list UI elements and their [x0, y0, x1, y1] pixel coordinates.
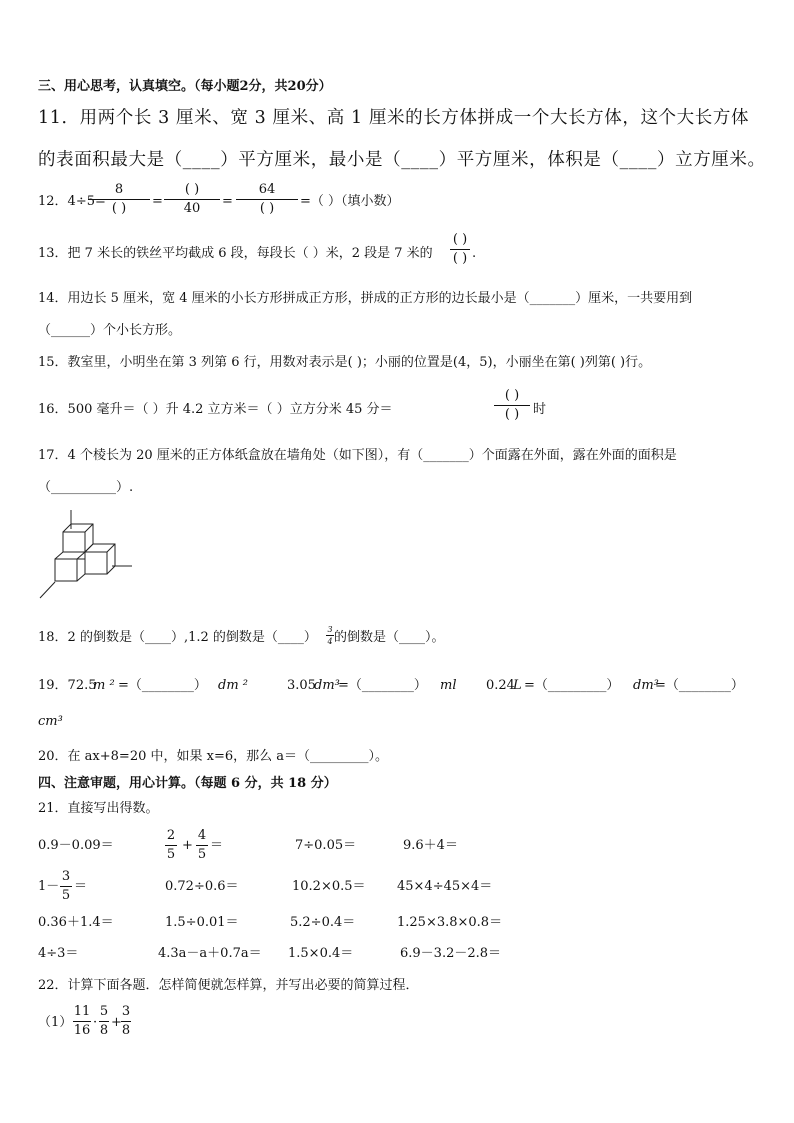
question-11-line2: 的表面积最大是（____）平方厘米，最小是（____）平方厘米，体积是（____）立方厘米。 [38, 150, 766, 170]
q21-r2c2: 0.72÷0.6＝ [165, 879, 239, 894]
section-title-4: 四、注意审题，用心计算。（每题 6 分，共 18 分） [38, 776, 337, 791]
q21-r2c1-pre: 1－ [38, 879, 60, 894]
q13-fraction: ( ) ( ) [450, 232, 470, 267]
q19-unit-cm3: cm³ [38, 714, 63, 729]
q22-frac-b: 5 8 [99, 1004, 109, 1038]
question-19-part-5: 0.24 [486, 678, 515, 693]
q21-r2c1-eq: ＝ [74, 879, 88, 894]
q21-r3c4: 1.25×3.8×0.8＝ [397, 915, 503, 930]
question-12-suffix: =（ ）（填小数） [300, 194, 400, 209]
q19-unit-dm3-b: dm³ [633, 678, 659, 693]
question-18-text-a: 18．2 的倒数是（____）,1.2 的倒数是（____） [38, 630, 317, 645]
q16-unit: 时 [533, 402, 547, 417]
q19-unit-dm2: dm ² [218, 678, 248, 693]
q19-unit-ml: ml [440, 678, 457, 693]
question-14-line2: （______）个小长方形。 [38, 323, 182, 338]
q22-item-label: （1） [38, 1015, 73, 1030]
q21-r1c4: 9.6＋4＝ [403, 838, 458, 853]
q21-r3c3: 5.2÷0.4＝ [290, 915, 356, 930]
q21-r1c2-eq: ＝ [210, 838, 224, 853]
section-title-3: 三、用心思考，认真填空。（每小题2分，共20分） [38, 79, 332, 94]
q21-r1c2-frac-a: 2 5 [166, 828, 176, 862]
q16-fraction: ( ) ( ) [494, 388, 530, 423]
q22-op-2: + [111, 1015, 122, 1030]
question-19-part-6: =（_________） [524, 678, 620, 693]
q21-r3c2: 1.5÷0.01＝ [165, 915, 239, 930]
q12-fraction-2: ( ) 40 [164, 182, 220, 217]
question-21-title: 21．直接写出得数。 [38, 801, 159, 816]
question-17-line2: （__________）. [38, 480, 134, 495]
question-13-text: 13．把 7 米长的铁丝平均截成 6 段，每段长（ ）米，2 段是 7 米的 [38, 246, 433, 261]
question-19-part-2: =（________） [118, 678, 207, 693]
q12-fraction-1: 8 ( ) [88, 182, 150, 217]
question-15-text: 15．教室里，小明坐在第 3 列第 6 行，用数对表示是( )；小丽的位置是(4，5)，小丽坐在第( )列第( )行。 [38, 355, 652, 370]
q21-r4c1: 4÷3＝ [38, 946, 79, 961]
question-20-text: 20．在 ax+8=20 中，如果 x=6，那么 a＝（_________）。 [38, 749, 388, 764]
q21-r1c1: 0.9－0.09＝ [38, 838, 114, 853]
q21-r2c3: 10.2×0.5＝ [292, 879, 366, 894]
q21-r4c2: 4.3a－a＋0.7a＝ [158, 946, 262, 961]
question-17-line1: 17．4 个棱长为 20 厘米的正方体纸盒放在墙角处（如下图），有（_______）个面露在外面，露在外面的面积是 [38, 448, 677, 463]
question-22-title: 22．计算下面各题．怎样简便就怎样算，并写出必要的简算过程． [38, 978, 419, 993]
q12-equals-1: = [152, 194, 163, 209]
question-19-part-7: =（________） [655, 678, 744, 693]
corner-cubes-figure [38, 507, 138, 602]
q21-r1c2-frac-b: 4 5 [197, 828, 207, 862]
q21-r4c3: 1.5×0.4＝ [288, 946, 354, 961]
q22-frac-c: 3 8 [121, 1004, 131, 1038]
q13-period: . [472, 246, 477, 261]
q18-fraction: 3 4 [327, 625, 333, 646]
q22-op-1: · [93, 1015, 98, 1030]
q21-r1c3: 7÷0.05＝ [295, 838, 357, 853]
q19-unit-l: L [513, 678, 522, 693]
question-19-part-3: 3.05 [287, 678, 316, 693]
q19-unit-dm3-a: dm³ [314, 678, 340, 693]
q22-frac-a: 11 16 [73, 1004, 91, 1038]
q21-r2c1-frac: 3 5 [61, 869, 71, 903]
question-12-prefix: 12．4÷5= [38, 194, 106, 209]
question-11-line1: 11．用两个长 3 厘米、宽 3 厘米、高 1 厘米的长方体拼成一个大长方体，这个大长方体 [38, 108, 750, 128]
q12-fraction-3: 64 ( ) [236, 182, 298, 217]
q21-r1c2-plus: + [182, 838, 193, 853]
question-18-text-b: 的倒数是（____）。 [334, 630, 445, 645]
q12-equals-2: = [222, 194, 233, 209]
q21-r3c1: 0.36＋1.4＝ [38, 915, 114, 930]
question-16-text: 16．500 毫升＝（ ）升 4.2 立方米＝（ ）立方分米 45 分＝ [38, 402, 393, 417]
question-19-part-4: =（________） [338, 678, 427, 693]
question-14-line1: 14．用边长 5 厘米，宽 4 厘米的小长方形拼成正方形，拼成的正方形的边长最小是（_______）厘米，一共要用到 [38, 291, 693, 306]
q21-r2c4: 45×4÷45×4＝ [397, 879, 493, 894]
q19-unit-m2: m ² [93, 678, 115, 693]
q21-r4c4: 6.9－3.2－2.8＝ [400, 946, 502, 961]
question-19-part-1: 19．72.5 [38, 678, 97, 693]
